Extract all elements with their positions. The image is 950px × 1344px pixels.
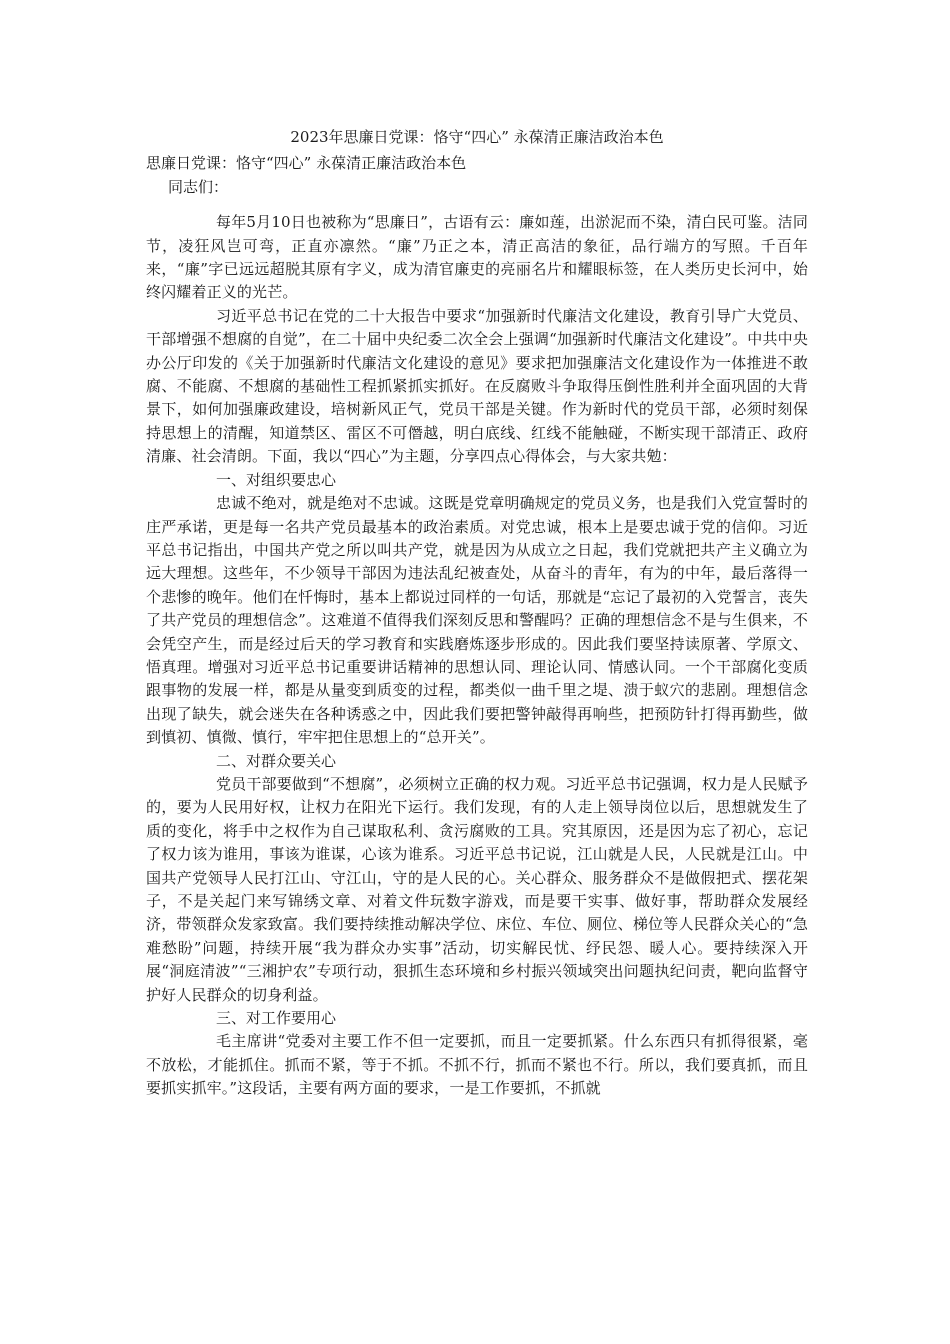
section-body: 忠诚不绝对，就是绝对不忠诚。这既是党章明确规定的党员义务，也是我们入党宣誓时的庄严承诺，更是每一名共产党员最基本的政治素质。对党忠诚，根本上是要忠诚于党的信仰。习近平总书记指出，中国共产党之所以叫共产党，就是因为从成立之日起，我们党就把共产主义确立为远大理想。这些年，不少领导干部因为违法乱纪被查处，从奋斗的青年，有为的中年，最后落得一个悲惨的晚年。他们在忏悔时，基本上都说过同样的一句话，那就是“忘记了最初的入党誓言，丧失了共产党员的理想信念”。这难道不值得我们深刻反思和警醒吗？正确的理想信念不是与生俱来，不会凭空产生，而是经过后天的学习教育和实践磨炼逐步形成的。因此我们要坚持读原著、学原文、悟真理。增强对习近平总书记重要讲话精神的思想认同、理论认同、情感认同。一个干部腐化变质跟事物的发展一样，都是从量变到质变的过程，都类似一曲千里之堤、溃于蚁穴的悲剧。理想信念出现了缺失，就会迷失在各种诱惑之中，因此我们要把警钟敲得再响些，把预防针打得再勤些，做到慎初、慎微、慎行，牢牢把住思想上的“总开关”。: [146, 494, 808, 747]
intro-paragraph: 习近平总书记在党的二十大报告中要求“加强新时代廉洁文化建设，教育引导广大党员、干部增强不想腐的自觉”，在二十届中央纪委二次全会上强调“加强新时代廉洁文化建设”。中共中央办公厅印发的《关于加强新时代廉洁文化建设的意见》要求把加强廉洁文化建设作为一体推进不敢腐、不能腐、不想腐的基础性工程抓紧抓实抓好。在反腐败斗争取得压倒性胜利并全面巩固的大背景下，如何加强廉政建设，培树新风正气，党员干部是关键。作为新时代的党员干部，必须时刻保持思想上的清醒，知道禁区、雷区不可僭越，明白底线、红线不能触碰，不断实现干部清正、政府清廉、社会清朗。下面，我以“四心”为主题，分享四点心得体会，与大家共勉：: [146, 306, 808, 466]
section-body: 党员干部要做到“不想腐”，必须树立正确的权力观。习近平总书记强调，权力是人民赋予的，要为人民用好权，让权力在阳光下运行。我们发现，有的人走上领导岗位以后，思想就发生了质的变化，将手中之权作为自己谋取私利、贪污腐败的工具。究其原因，还是因为忘了初心，忘记了权力该为谁用，事该为谁谋，心该为谁系。习近平总书记说，江山就是人民，人民就是江山。中国共产党领导人民打江山、守江山，守的是人民的心。关心群众、服务群众不是做假把式、摆花架子，不是关起门来写锦绣文章、对着文件玩数字游戏，而是要干实事、做好事，帮助群众发展经济，带领群众发家致富。我们要持续推动解决学位、床位、车位、厕位、梯位等人民群众关心的“急难愁盼”问题，持续开展“我为群众办实事”活动，切实解民忧、纾民怨、暖人心。要持续深入开展“洞庭清波”“三湘护农”专项行动，狠抓生态环境和乡村振兴领域突出问题执纪问责，靶向监督守护好人民群众的切身利益。: [146, 774, 808, 1004]
section-body: 毛主席讲“党委对主要工作不但一定要抓，而且一定要抓紧。什么东西只有抓得很紧，毫不放松，才能抓住。抓而不紧，等于不抓。不抓不行，抓而不紧也不行。所以，我们要真抓，而且要抓实抓牢。”这段话，主要有两方面的要求，一是工作要抓，不抓就: [146, 1032, 808, 1098]
section-heading: 一、对组织要忠心: [216, 470, 337, 489]
section-heading: 二、对群众要关心: [216, 751, 337, 770]
section-heading: 三、对工作要用心: [216, 1009, 337, 1028]
document-page: [146, 120, 808, 1101]
salutation: 同志们：: [168, 177, 229, 196]
document-subtitle: 思廉日党课：恪守“四心” 永葆清正廉洁政治本色: [146, 154, 467, 173]
intro-paragraph: 每年5月10日也被称为“思廉日”，古语有云：廉如莲，出淤泥而不染，清白民可鉴。洁同节，凌狂风岂可弯，正直亦凛然。“廉”乃正之本，清正高洁的象征，品行端方的写照。千百年来，“廉”字已远远超脱其原有字义，成为清官廉吏的亮丽名片和耀眼标签，在人类历史长河中，始终闪耀着正义的光芒。: [146, 213, 808, 302]
document-title: 2023年思廉日党课：恪守“四心” 永葆清正廉洁政治本色: [290, 128, 664, 146]
